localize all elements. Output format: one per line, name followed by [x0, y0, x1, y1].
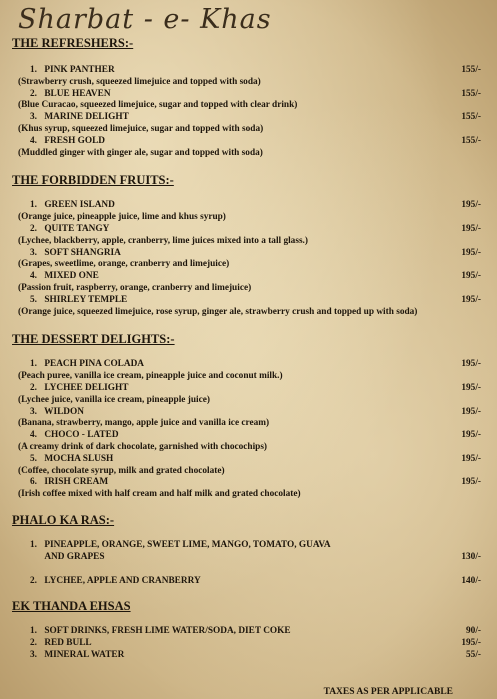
- menu-item: 6. IRISH CREAM 195/- (Irish coffee mixed with half cream and half milk and grated chocolate): [12, 477, 485, 501]
- item-price: 195/-: [461, 382, 481, 393]
- item-name: PINEAPPLE, ORANGE, SWEET LIME, MANGO, TOMATO, GUAVA AND GRAPES: [44, 539, 331, 562]
- item-name: MIXED ONE: [44, 271, 99, 282]
- item-name: FRESH GOLD: [44, 135, 106, 146]
- item-name: LYCHEE, APPLE AND CRANBERRY: [44, 575, 201, 586]
- item-description: (Khus syrup, squeezed limejuice, sugar and topped with soda): [18, 123, 264, 134]
- item-name: SOFT SHANGRIA: [44, 247, 121, 258]
- item-name: RED BULL: [44, 638, 92, 649]
- menu-item: 3. SOFT SHANGRIA 195/- (Grapes, sweetlime, orange, cranberry and limejuice): [12, 248, 485, 272]
- item-description: (Grapes, sweetlime, orange, cranberry and limejuice): [18, 259, 230, 270]
- item-description: (Orange juice, pineapple juice, lime and khus syrup): [18, 212, 226, 223]
- item-list: [12, 200, 485, 318]
- item-description: (Muddled ginger with ginger ale, sugar and topped with soda): [18, 147, 263, 158]
- menu-item: 1. PEACH PINA COLADA 195/- (Peach puree, vanilla ice cream, pineapple juice and coconut milk.): [12, 359, 485, 383]
- item-price: 155/-: [461, 135, 481, 146]
- menu-item: 5. SHIRLEY TEMPLE 195/- (Orange juice, squeezed limejuice, rose syrup, ginger ale, strawberry crush and topped up with soda): [12, 295, 485, 319]
- item-price: 155/-: [461, 112, 481, 123]
- menu-item: 4. CHOCO - LATED 195/- (A creamy drink of dark chocolate, garnished with chocochips): [12, 430, 485, 454]
- item-price: 195/-: [461, 223, 481, 234]
- menu-item: 1. PINK PANTHER 155/- (Strawberry crush, squeezed limejuice and topped with soda): [12, 65, 485, 89]
- item-description: (Banana, strawberry, mango, apple juice and vanilla ice cream): [18, 418, 270, 429]
- menu-item: 5. MOCHA SLUSH 195/- (Coffee, chocolate syrup, milk and grated chocolate): [12, 454, 485, 478]
- item-name: QUITE TANGY: [44, 223, 110, 234]
- item-description: (Lychee, blackberry, apple, cranberry, lime juices mixed into a tall glass.): [18, 235, 308, 246]
- item-price: 155/-: [461, 88, 481, 99]
- item-name: BLUE HEAVEN: [44, 88, 111, 99]
- section-refreshers: [12, 36, 485, 159]
- menu-item: 4. MIXED ONE 195/- (Passion fruit, raspberry, orange, cranberry and limejuice): [12, 271, 485, 295]
- item-price: 195/-: [461, 406, 481, 417]
- item-name: SOFT DRINKS, FRESH LIME WATER/SODA, DIET COKE: [44, 626, 291, 637]
- item-name: GREEN ISLAND: [44, 200, 115, 211]
- item-name: LYCHEE DELIGHT: [44, 382, 129, 393]
- item-price: 155/-: [461, 65, 481, 75]
- item-name: PEACH PINA COLADA: [44, 359, 145, 370]
- item-price: 195/-: [461, 271, 481, 282]
- taxes-note: TAXES AS PER APPLICABLE: [323, 687, 453, 697]
- section-dessert-delights: [12, 332, 485, 501]
- item-description: (Passion fruit, raspberry, orange, cranberry and limejuice): [18, 282, 252, 293]
- item-price: 130/-: [461, 551, 481, 562]
- item-description: (Lychee juice, vanilla ice cream, pineapple juice): [18, 394, 210, 405]
- section-heading: THE DESSERT DELIGHTS:-: [12, 332, 175, 347]
- item-description: (Irish coffee mixed with half cream and half milk and grated chocolate): [18, 489, 301, 500]
- item-name: IRISH CREAM: [44, 477, 109, 488]
- menu-item: 1. PINEAPPLE, ORANGE, SWEET LIME, MANGO, TOMATO, GUAVA AND GRAPES 130/-: [12, 540, 485, 564]
- item-description: (Peach puree, vanilla ice cream, pineapple juice and coconut milk.): [18, 371, 283, 382]
- menu-item: 3. WILDON 195/- (Banana, strawberry, mango, apple juice and vanilla ice cream): [12, 407, 485, 431]
- menu-item: 1. GREEN ISLAND 195/- (Orange juice, pineapple juice, lime and khus syrup): [12, 200, 485, 224]
- section-heading: PHALO KA RAS:-: [12, 512, 115, 527]
- item-price: 195/-: [461, 294, 481, 305]
- item-name: MINERAL WATER: [44, 649, 125, 660]
- item-price: 55/-: [466, 649, 481, 660]
- item-name: MOCHA SLUSH: [44, 453, 114, 464]
- item-price: 140/-: [461, 575, 481, 586]
- item-price: 195/-: [461, 477, 481, 488]
- item-description: (Coffee, chocolate syrup, milk and grated chocolate): [18, 465, 225, 476]
- menu-item: 4. FRESH GOLD 155/- (Muddled ginger with ginger ale, sugar and topped with soda): [12, 136, 485, 160]
- section-ek-thanda-ehsas: [12, 599, 485, 661]
- item-name: WILDON: [44, 406, 84, 417]
- menu-item: 2. RED BULL 195/-: [12, 638, 485, 650]
- item-price: 195/-: [461, 200, 481, 211]
- section-forbidden-fruits: [12, 173, 485, 318]
- item-name: CHOCO - LATED: [44, 430, 119, 441]
- menu-item: 2. LYCHEE DELIGHT 195/- (Lychee juice, vanilla ice cream, pineapple juice): [12, 383, 485, 407]
- section-heading: THE REFRESHERS:-: [12, 36, 134, 50]
- item-description: (A creamy drink of dark chocolate, garnished with chocochips): [18, 441, 268, 452]
- item-list: [12, 540, 485, 587]
- menu-item: 2. BLUE HEAVEN 155/- (Blue Curacao, squeezed limejuice, sugar and topped with clear drink): [12, 89, 485, 113]
- section-phalo-ka-ras: [12, 513, 485, 587]
- item-description: (Orange juice, squeezed limejuice, rose syrup, ginger ale, strawberry crush and topped up with soda): [18, 306, 418, 317]
- item-description: (Blue Curacao, squeezed limejuice, sugar and topped with clear drink): [18, 100, 298, 111]
- menu-item: 3. MARINE DELIGHT 155/- (Khus syrup, squeezed limejuice, sugar and topped with soda): [12, 112, 485, 136]
- item-list: [12, 65, 485, 159]
- item-list: [12, 626, 485, 661]
- item-list: [12, 359, 485, 501]
- item-name: PINK PANTHER: [44, 65, 115, 75]
- section-heading: THE FORBIDDEN FRUITS:-: [12, 173, 174, 188]
- menu-item: 2. LYCHEE, APPLE AND CRANBERRY 140/-: [12, 576, 485, 588]
- menu-item: 3. MINERAL WATER 55/-: [12, 650, 485, 662]
- item-price: 195/-: [461, 638, 481, 649]
- section-heading: EK THANDA EHSAS: [12, 599, 131, 614]
- menu-item: 1. SOFT DRINKS, FRESH LIME WATER/SODA, DIET COKE 90/-: [12, 626, 485, 638]
- menu-item: 2. QUITE TANGY 195/- (Lychee, blackberry, apple, cranberry, lime juices mixed into a tall glass.): [12, 224, 485, 248]
- item-price: 195/-: [461, 453, 481, 464]
- item-name: SHIRLEY TEMPLE: [44, 294, 128, 305]
- item-description: (Strawberry crush, squeezed limejuice and topped with soda): [18, 76, 261, 87]
- menu-title: Sharbat - e- Khas: [18, 4, 272, 35]
- item-price: 90/-: [466, 626, 481, 637]
- item-name: MARINE DELIGHT: [44, 112, 129, 123]
- item-price: 195/-: [461, 247, 481, 258]
- item-price: 195/-: [461, 430, 481, 441]
- item-price: 195/-: [461, 359, 481, 370]
